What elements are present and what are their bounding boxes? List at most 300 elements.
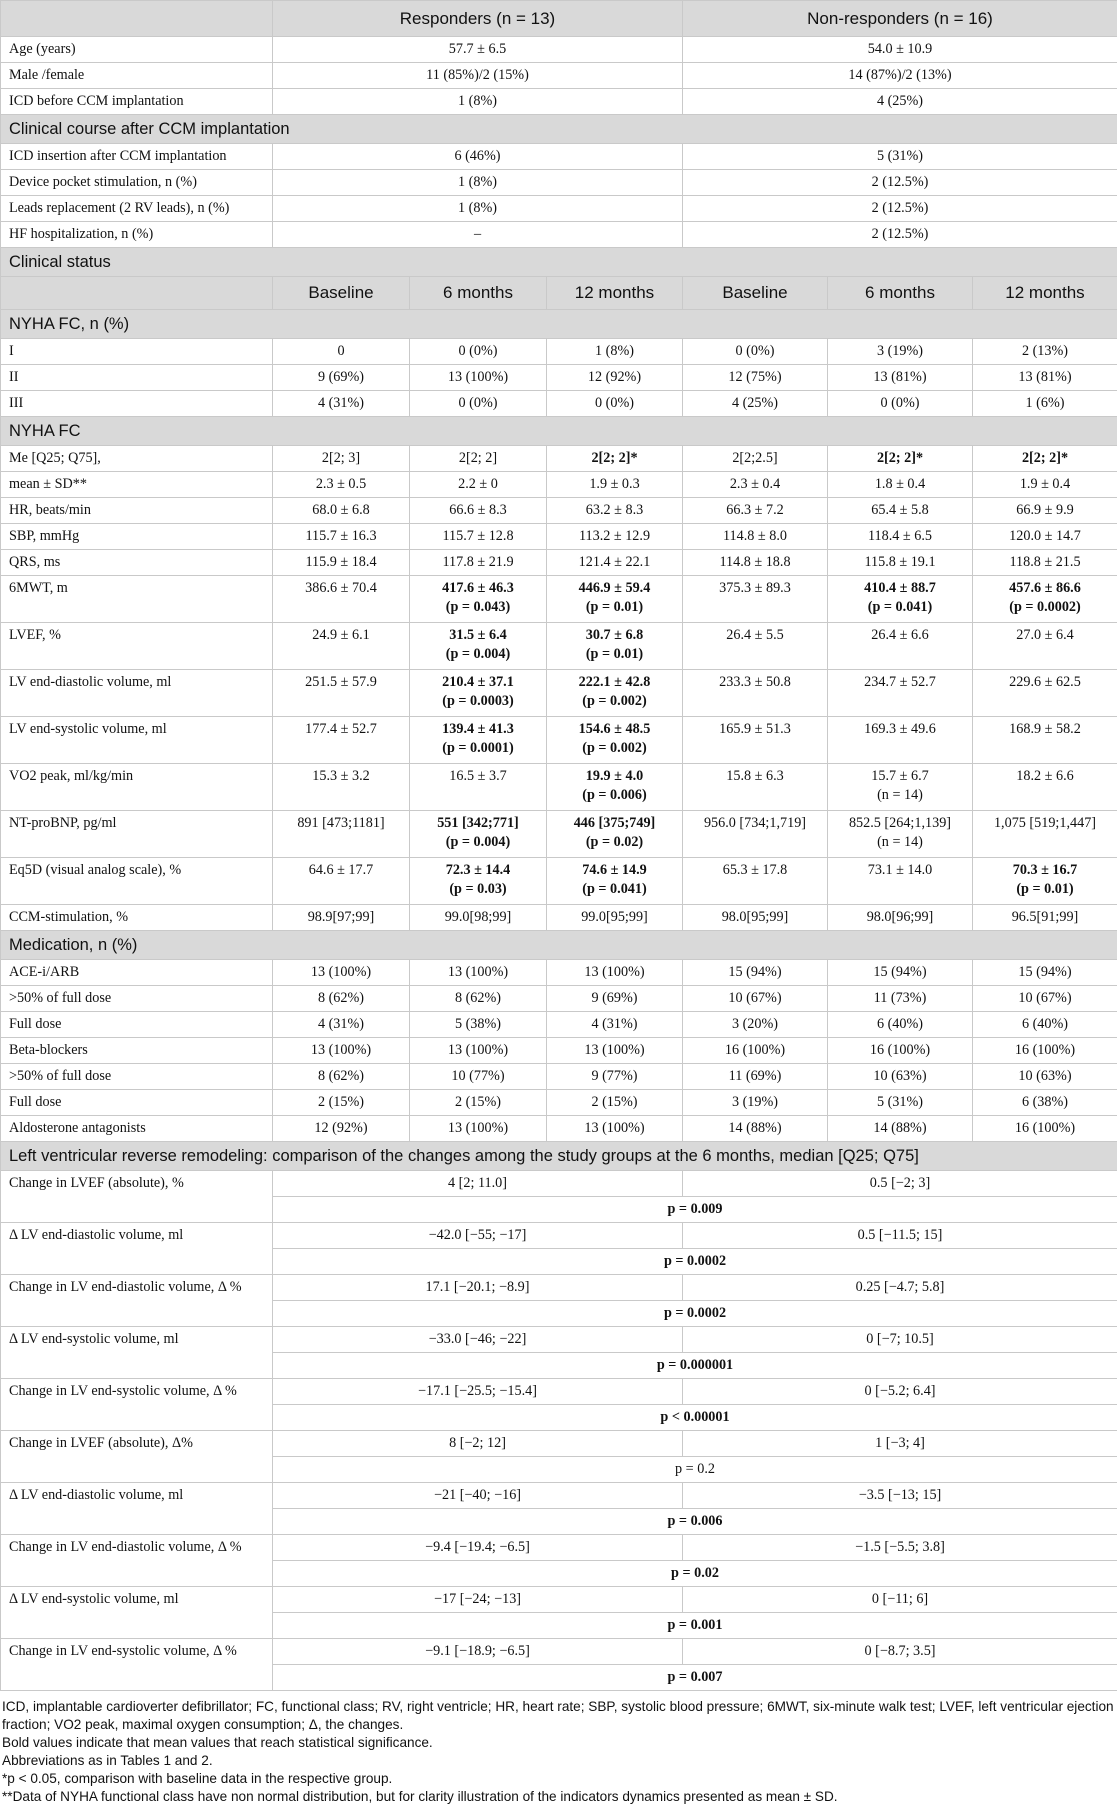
clinical-parameter-row <box>1 576 1117 623</box>
value-main: 168.9 ± 58.2 <box>981 720 1109 739</box>
demographic-row <box>1 63 1117 89</box>
section-title: NYHA FC <box>1 417 1117 446</box>
value-cell: 16 (100%) <box>973 1116 1117 1142</box>
responders-value: 57.7 ± 6.5 <box>273 37 683 63</box>
value-cell <box>410 811 547 858</box>
value-cell: 115.9 ± 18.4 <box>273 550 410 576</box>
value-cell: 12 (92%) <box>547 365 683 391</box>
clinical-course-row <box>1 144 1117 170</box>
value-cell: 114.8 ± 18.8 <box>683 550 828 576</box>
value-cell: 118.4 ± 6.5 <box>828 524 973 550</box>
value-cell <box>973 623 1117 670</box>
value-p: (p = 0.006) <box>555 786 674 805</box>
nonresponders-value: 1 [−3; 4] <box>683 1431 1117 1457</box>
nonresponders-value: 0.5 [−2; 3] <box>683 1171 1117 1197</box>
header-responders: Responders (n = 13) <box>273 1 683 37</box>
value-cell <box>273 623 410 670</box>
value-cell: 113.2 ± 12.9 <box>547 524 683 550</box>
value-main: 210.4 ± 37.1 <box>418 673 538 692</box>
value-cell: 98.0[96;99] <box>828 905 973 931</box>
row-label: NT-proBNP, pg/ml <box>1 811 273 858</box>
value-cell: 66.3 ± 7.2 <box>683 498 828 524</box>
value-cell: 65.4 ± 5.8 <box>828 498 973 524</box>
value-cell: 2.3 ± 0.5 <box>273 472 410 498</box>
value-main: 72.3 ± 14.4 <box>418 861 538 880</box>
nonresponders-value: 0 [−7; 10.5] <box>683 1327 1117 1353</box>
row-label: Change in LV end-diastolic volume, Δ % <box>1 1535 273 1587</box>
clinical-parameter-row <box>1 446 1117 472</box>
remodeling-row <box>1 1275 1117 1301</box>
remodeling-row <box>1 1587 1117 1613</box>
clinical-course-row <box>1 196 1117 222</box>
row-label: Change in LVEF (absolute), % <box>1 1171 273 1223</box>
value-p: (p = 0.043) <box>418 598 538 617</box>
nonresponders-value: 2 (12.5%) <box>683 170 1117 196</box>
value-main: 26.4 ± 6.6 <box>836 626 964 645</box>
value-cell: 1.8 ± 0.4 <box>828 472 973 498</box>
p-value: p = 0.000001 <box>273 1353 1117 1379</box>
value-cell: 16 (100%) <box>683 1038 828 1064</box>
value-p: (p = 0.041) <box>555 880 674 899</box>
value-cell <box>828 811 973 858</box>
value-cell <box>828 670 973 717</box>
value-cell <box>410 858 547 905</box>
ccm-stimulation-row <box>1 905 1117 931</box>
value-cell: 4 (31%) <box>273 1012 410 1038</box>
value-cell <box>273 764 410 811</box>
row-label: Aldosterone antagonists <box>1 1116 273 1142</box>
responders-value: 8 [−2; 12] <box>273 1431 683 1457</box>
group-header-row <box>1 1 1117 37</box>
value-cell: 3 (20%) <box>683 1012 828 1038</box>
value-main: 251.5 ± 57.9 <box>281 673 401 692</box>
section-clinical-status <box>1 248 1117 277</box>
value-main: 446 [375;749] <box>555 814 674 833</box>
section-nyha-fc-n <box>1 310 1117 339</box>
demographic-row <box>1 37 1117 63</box>
value-main: 446.9 ± 59.4 <box>555 579 674 598</box>
p-value: p = 0.007 <box>273 1665 1117 1691</box>
nonresponders-value: 0.25 [−4.7; 5.8] <box>683 1275 1117 1301</box>
value-main: 70.3 ± 16.7 <box>981 861 1109 880</box>
value-main: 1,075 [519;1,447] <box>981 814 1109 833</box>
row-label: CCM-stimulation, % <box>1 905 273 931</box>
p-value: p = 0.006 <box>273 1509 1117 1535</box>
value-cell: 68.0 ± 6.8 <box>273 498 410 524</box>
section-title: NYHA FC, n (%) <box>1 310 1117 339</box>
row-label: Change in LV end-diastolic volume, Δ % <box>1 1275 273 1327</box>
value-cell <box>273 717 410 764</box>
row-label: Change in LV end-systolic volume, Δ % <box>1 1639 273 1691</box>
value-cell <box>547 670 683 717</box>
value-cell <box>828 858 973 905</box>
value-cell <box>547 576 683 623</box>
value-cell: 13 (100%) <box>547 960 683 986</box>
value-main: 410.4 ± 88.7 <box>836 579 964 598</box>
value-cell: 13 (100%) <box>273 960 410 986</box>
value-cell <box>828 623 973 670</box>
value-cell <box>683 670 828 717</box>
value-cell: 2[2; 2]* <box>547 446 683 472</box>
value-cell <box>683 858 828 905</box>
value-cell: 1 (6%) <box>973 391 1117 417</box>
value-cell: 1 (8%) <box>547 339 683 365</box>
value-main: 139.4 ± 41.3 <box>418 720 538 739</box>
nonresponders-value: 0 [−11; 6] <box>683 1587 1117 1613</box>
value-cell: 4 (25%) <box>683 391 828 417</box>
value-cell <box>547 764 683 811</box>
value-cell: 99.0[95;99] <box>547 905 683 931</box>
remodeling-row <box>1 1223 1117 1249</box>
value-cell: 13 (100%) <box>410 1038 547 1064</box>
value-cell: 96.5[91;99] <box>973 905 1117 931</box>
value-cell: 15 (94%) <box>973 960 1117 986</box>
row-label: Full dose <box>1 1012 273 1038</box>
value-cell <box>547 811 683 858</box>
value-cell: 120.0 ± 14.7 <box>973 524 1117 550</box>
value-main: 165.9 ± 51.3 <box>691 720 819 739</box>
value-cell: 4 (31%) <box>273 391 410 417</box>
footnote: Abbreviations as in Tables 1 and 2. <box>2 1752 1115 1770</box>
value-main: 65.3 ± 17.8 <box>691 861 819 880</box>
value-cell: 9 (69%) <box>273 365 410 391</box>
medication-row <box>1 1064 1117 1090</box>
timepoint-header: Baseline <box>683 277 828 310</box>
row-label: II <box>1 365 273 391</box>
value-cell <box>410 764 547 811</box>
value-cell: 8 (62%) <box>273 986 410 1012</box>
p-value: p = 0.009 <box>273 1197 1117 1223</box>
value-cell: 16 (100%) <box>973 1038 1117 1064</box>
section-title: Clinical status <box>1 248 1117 277</box>
row-label: Δ LV end-systolic volume, ml <box>1 1327 273 1379</box>
value-p: (p = 0.02) <box>555 833 674 852</box>
responders-value: 6 (46%) <box>273 144 683 170</box>
nonresponders-value: 0 [−5.2; 6.4] <box>683 1379 1117 1405</box>
value-cell: 13 (81%) <box>828 365 973 391</box>
value-main: 15.8 ± 6.3 <box>691 767 819 786</box>
value-cell: 10 (63%) <box>973 1064 1117 1090</box>
value-cell: 98.9[97;99] <box>273 905 410 931</box>
row-label: III <box>1 391 273 417</box>
row-label: ACE-i/ARB <box>1 960 273 986</box>
value-cell: 6 (38%) <box>973 1090 1117 1116</box>
section-title: Clinical course after CCM implantation <box>1 115 1117 144</box>
nonresponders-value: −3.5 [−13; 15] <box>683 1483 1117 1509</box>
nonresponders-value: 2 (12.5%) <box>683 222 1117 248</box>
value-cell <box>683 811 828 858</box>
value-cell: 6 (40%) <box>828 1012 973 1038</box>
p-value: p = 0.0002 <box>273 1301 1117 1327</box>
section-clinical-course <box>1 115 1117 144</box>
value-main: 154.6 ± 48.5 <box>555 720 674 739</box>
row-label: Δ LV end-diastolic volume, ml <box>1 1483 273 1535</box>
value-cell: 2 (15%) <box>273 1090 410 1116</box>
value-p: (p = 0.004) <box>418 833 538 852</box>
value-p: (p = 0.0003) <box>418 692 538 711</box>
value-cell <box>828 764 973 811</box>
value-cell: 121.4 ± 22.1 <box>547 550 683 576</box>
row-label: HF hospitalization, n (%) <box>1 222 273 248</box>
value-cell: 15 (94%) <box>683 960 828 986</box>
value-cell <box>683 623 828 670</box>
value-cell: 6 (40%) <box>973 1012 1117 1038</box>
value-cell: 13 (100%) <box>547 1038 683 1064</box>
value-p: (p = 0.01) <box>981 880 1109 899</box>
value-cell: 10 (63%) <box>828 1064 973 1090</box>
row-label: Device pocket stimulation, n (%) <box>1 170 273 196</box>
value-cell: 15 (94%) <box>828 960 973 986</box>
timepoint-header: 6 months <box>410 277 547 310</box>
medication-row <box>1 1090 1117 1116</box>
value-cell <box>547 717 683 764</box>
footnote: Bold values indicate that mean values that reach statistical significance. <box>2 1734 1115 1752</box>
value-cell: 5 (38%) <box>410 1012 547 1038</box>
value-cell: 1.9 ± 0.3 <box>547 472 683 498</box>
value-cell: 11 (69%) <box>683 1064 828 1090</box>
value-cell: 13 (100%) <box>410 960 547 986</box>
value-cell: 118.8 ± 21.5 <box>973 550 1117 576</box>
clinical-parameter-row <box>1 764 1117 811</box>
value-cell: 117.8 ± 21.9 <box>410 550 547 576</box>
value-cell: 114.8 ± 8.0 <box>683 524 828 550</box>
timepoint-header-row <box>1 277 1117 310</box>
clinical-parameter-row <box>1 550 1117 576</box>
timepoint-header: Baseline <box>273 277 410 310</box>
nonresponders-value: 5 (31%) <box>683 144 1117 170</box>
footnote: **Data of NYHA functional class have non normal distribution, but for clarity illustration of the indicators dynamics presented as mean ± SD. <box>2 1788 1115 1806</box>
responders-value: 1 (8%) <box>273 89 683 115</box>
value-cell: 2.3 ± 0.4 <box>683 472 828 498</box>
demographic-row <box>1 89 1117 115</box>
value-main: 177.4 ± 52.7 <box>281 720 401 739</box>
medication-row <box>1 1038 1117 1064</box>
value-cell: 2.2 ± 0 <box>410 472 547 498</box>
value-main: 852.5 [264;1,139] <box>836 814 964 833</box>
footnotes <box>0 1691 1117 1806</box>
value-cell: 2[2; 2]* <box>828 446 973 472</box>
row-label: LVEF, % <box>1 623 273 670</box>
value-cell <box>273 576 410 623</box>
value-p: (p = 0.004) <box>418 645 538 664</box>
value-cell <box>828 576 973 623</box>
value-cell: 11 (73%) <box>828 986 973 1012</box>
row-label: Full dose <box>1 1090 273 1116</box>
value-main: 74.6 ± 14.9 <box>555 861 674 880</box>
nonresponders-value: 0.5 [−11.5; 15] <box>683 1223 1117 1249</box>
value-cell: 66.9 ± 9.9 <box>973 498 1117 524</box>
value-cell: 5 (31%) <box>828 1090 973 1116</box>
row-label: HR, beats/min <box>1 498 273 524</box>
value-cell: 115.7 ± 16.3 <box>273 524 410 550</box>
remodeling-row <box>1 1171 1117 1197</box>
row-label: Δ LV end-systolic volume, ml <box>1 1587 273 1639</box>
value-cell: 98.0[95;99] <box>683 905 828 931</box>
nyha-class-row <box>1 365 1117 391</box>
timepoint-header: 12 months <box>547 277 683 310</box>
value-cell <box>973 811 1117 858</box>
value-main: 386.6 ± 70.4 <box>281 579 401 598</box>
header-nonresponders: Non-responders (n = 16) <box>683 1 1117 37</box>
value-cell: 4 (31%) <box>547 1012 683 1038</box>
row-label: >50% of full dose <box>1 1064 273 1090</box>
value-cell <box>410 670 547 717</box>
value-main: 234.7 ± 52.7 <box>836 673 964 692</box>
value-p: (p = 0.041) <box>836 598 964 617</box>
value-cell <box>410 623 547 670</box>
responders-value: – <box>273 222 683 248</box>
row-label: LV end-systolic volume, ml <box>1 717 273 764</box>
nonresponders-value: 14 (87%)/2 (13%) <box>683 63 1117 89</box>
nyha-class-row <box>1 391 1117 417</box>
value-main: 229.6 ± 62.5 <box>981 673 1109 692</box>
value-cell: 63.2 ± 8.3 <box>547 498 683 524</box>
value-p: (p = 0.03) <box>418 880 538 899</box>
value-cell: 115.8 ± 19.1 <box>828 550 973 576</box>
value-p: (p = 0.002) <box>555 692 674 711</box>
value-main: 18.2 ± 6.6 <box>981 767 1109 786</box>
row-label: Me [Q25; Q75], <box>1 446 273 472</box>
row-label: 6MWT, m <box>1 576 273 623</box>
clinical-parameter-row <box>1 811 1117 858</box>
value-cell: 99.0[98;99] <box>410 905 547 931</box>
value-cell <box>547 623 683 670</box>
value-p: (p = 0.0002) <box>981 598 1109 617</box>
value-main: 24.9 ± 6.1 <box>281 626 401 645</box>
value-cell <box>973 670 1117 717</box>
p-value: p = 0.2 <box>273 1457 1117 1483</box>
responders-value: −9.4 [−19.4; −6.5] <box>273 1535 683 1561</box>
value-cell: 2 (15%) <box>547 1090 683 1116</box>
nonresponders-value: 0 [−8.7; 3.5] <box>683 1639 1117 1665</box>
clinical-parameter-row <box>1 524 1117 550</box>
value-main: 31.5 ± 6.4 <box>418 626 538 645</box>
value-cell: 12 (75%) <box>683 365 828 391</box>
value-cell: 0 (0%) <box>410 339 547 365</box>
section-medication <box>1 931 1117 960</box>
value-cell: 14 (88%) <box>683 1116 828 1142</box>
remodeling-row <box>1 1327 1117 1353</box>
section-title: Left ventricular reverse remodeling: comparison of the changes among the study groups at the 6 months, median [Q25; Q75] <box>1 1142 1117 1171</box>
responders-value: 11 (85%)/2 (15%) <box>273 63 683 89</box>
row-label: Age (years) <box>1 37 273 63</box>
responders-value: −33.0 [−46; −22] <box>273 1327 683 1353</box>
responders-value: 1 (8%) <box>273 170 683 196</box>
value-main: 64.6 ± 17.7 <box>281 861 401 880</box>
value-p: (p = 0.0001) <box>418 739 538 758</box>
timepoint-header: 12 months <box>973 277 1117 310</box>
row-label: Male /female <box>1 63 273 89</box>
value-cell <box>683 576 828 623</box>
clinical-parameter-row <box>1 472 1117 498</box>
value-main: 891 [473;1181] <box>281 814 401 833</box>
footnote: *p < 0.05, comparison with baseline data in the respective group. <box>2 1770 1115 1788</box>
row-label: mean ± SD** <box>1 472 273 498</box>
section-title: Medication, n (%) <box>1 931 1117 960</box>
value-cell: 2[2; 2] <box>410 446 547 472</box>
row-label: Eq5D (visual analog scale), % <box>1 858 273 905</box>
clinical-parameter-row <box>1 858 1117 905</box>
value-cell <box>683 717 828 764</box>
value-cell <box>973 717 1117 764</box>
row-label: Δ LV end-diastolic volume, ml <box>1 1223 273 1275</box>
row-label: I <box>1 339 273 365</box>
responders-value: −17.1 [−25.5; −15.4] <box>273 1379 683 1405</box>
value-cell: 13 (100%) <box>547 1116 683 1142</box>
value-p: (n = 14) <box>836 786 964 805</box>
row-label: VO2 peak, ml/kg/min <box>1 764 273 811</box>
responders-value: −17 [−24; −13] <box>273 1587 683 1613</box>
value-p: (p = 0.01) <box>555 645 674 664</box>
p-value: p = 0.02 <box>273 1561 1117 1587</box>
row-label: LV end-diastolic volume, ml <box>1 670 273 717</box>
row-label: Change in LV end-systolic volume, Δ % <box>1 1379 273 1431</box>
value-main: 30.7 ± 6.8 <box>555 626 674 645</box>
value-cell: 3 (19%) <box>683 1090 828 1116</box>
value-cell: 1.9 ± 0.4 <box>973 472 1117 498</box>
clinical-parameter-row <box>1 623 1117 670</box>
medication-row <box>1 960 1117 986</box>
value-cell: 0 (0%) <box>410 391 547 417</box>
value-main: 551 [342;771] <box>418 814 538 833</box>
responders-value: 1 (8%) <box>273 196 683 222</box>
value-cell: 2 (15%) <box>410 1090 547 1116</box>
value-cell: 14 (88%) <box>828 1116 973 1142</box>
row-label: Leads replacement (2 RV leads), n (%) <box>1 196 273 222</box>
value-main: 375.3 ± 89.3 <box>691 579 819 598</box>
row-label: Change in LVEF (absolute), Δ% <box>1 1431 273 1483</box>
timepoint-header: 6 months <box>828 277 973 310</box>
value-cell <box>273 670 410 717</box>
remodeling-row <box>1 1639 1117 1665</box>
clinical-course-row <box>1 222 1117 248</box>
responders-value: −21 [−40; −16] <box>273 1483 683 1509</box>
header-blank <box>1 1 273 37</box>
value-p: (p = 0.01) <box>555 598 674 617</box>
p-value: p = 0.001 <box>273 1613 1117 1639</box>
medication-row <box>1 986 1117 1012</box>
value-cell: 13 (81%) <box>973 365 1117 391</box>
clinical-parameter-row <box>1 498 1117 524</box>
value-cell: 10 (67%) <box>973 986 1117 1012</box>
responders-value: 4 [2; 11.0] <box>273 1171 683 1197</box>
value-cell <box>547 858 683 905</box>
value-cell: 13 (100%) <box>273 1038 410 1064</box>
p-value: p = 0.0002 <box>273 1249 1117 1275</box>
value-cell: 115.7 ± 12.8 <box>410 524 547 550</box>
value-cell <box>273 858 410 905</box>
value-main: 26.4 ± 5.5 <box>691 626 819 645</box>
value-main: 73.1 ± 14.0 <box>836 861 964 880</box>
value-main: 15.3 ± 3.2 <box>281 767 401 786</box>
nonresponders-value: 2 (12.5%) <box>683 196 1117 222</box>
p-value: p < 0.00001 <box>273 1405 1117 1431</box>
clinical-parameter-row <box>1 670 1117 717</box>
value-main: 457.6 ± 86.6 <box>981 579 1109 598</box>
value-cell: 3 (19%) <box>828 339 973 365</box>
remodeling-row <box>1 1431 1117 1457</box>
row-label: SBP, mmHg <box>1 524 273 550</box>
value-cell: 66.6 ± 8.3 <box>410 498 547 524</box>
row-label: ICD insertion after CCM implantation <box>1 144 273 170</box>
value-cell: 10 (77%) <box>410 1064 547 1090</box>
value-cell: 13 (100%) <box>410 365 547 391</box>
remodeling-row <box>1 1483 1117 1509</box>
value-cell: 16 (100%) <box>828 1038 973 1064</box>
row-label: ICD before CCM implantation <box>1 89 273 115</box>
value-cell <box>410 717 547 764</box>
value-main: 16.5 ± 3.7 <box>418 767 538 786</box>
